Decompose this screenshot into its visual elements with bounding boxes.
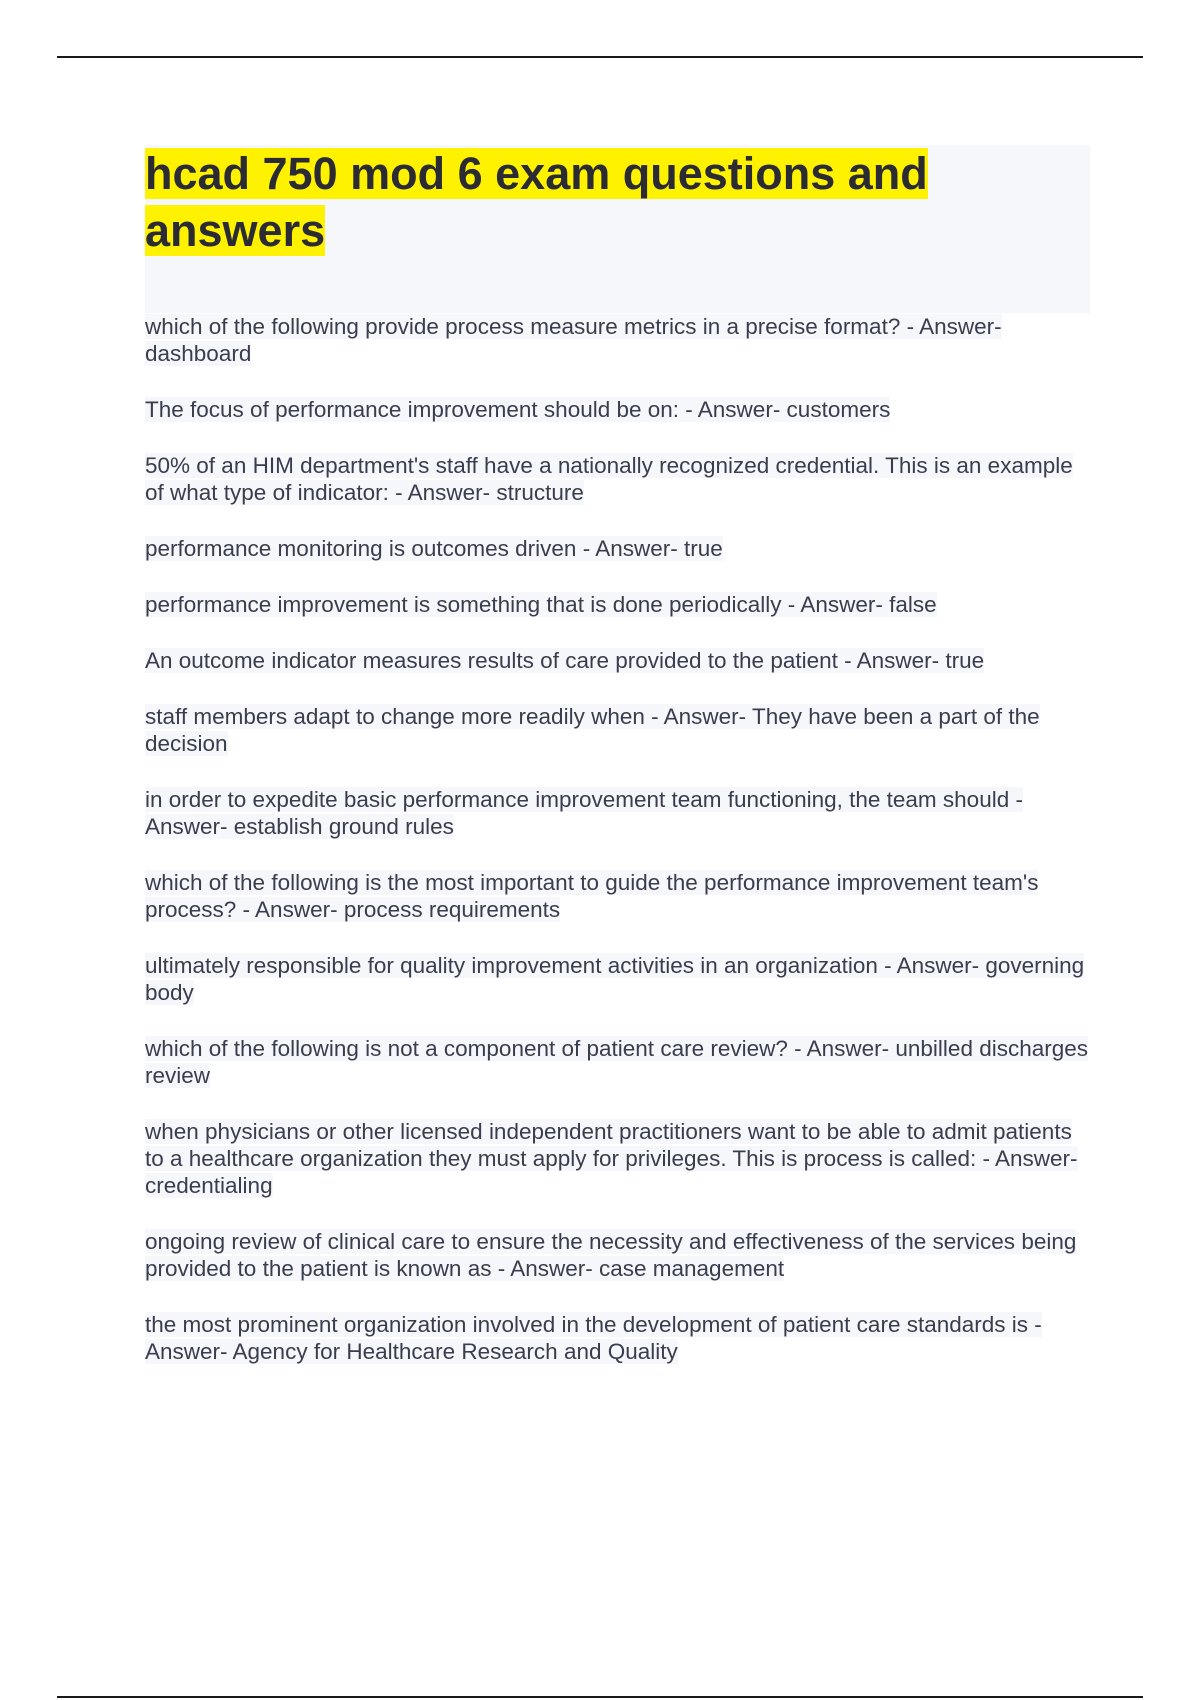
- qa-text: which of the following is not a component of patient care review? - Answer- unbilled discharges review: [145, 1036, 1089, 1088]
- qa-item: [145, 1228, 1090, 1282]
- qa-item: [145, 1118, 1090, 1199]
- qa-text: The focus of performance improvement should be on: - Answer- customers: [145, 397, 891, 422]
- qa-item: [145, 452, 1090, 506]
- qa-item: [145, 703, 1090, 757]
- qa-text: An outcome indicator measures results of care provided to the patient - Answer- true: [145, 648, 985, 673]
- qa-item: [145, 786, 1090, 840]
- qa-text: in order to expedite basic performance improvement team functioning, the team should - Answer- establish ground rules: [145, 787, 1023, 839]
- qa-item: [145, 1311, 1090, 1365]
- qa-text: performance improvement is something that is done periodically - Answer- false: [145, 592, 937, 617]
- qa-item: [145, 313, 1090, 367]
- title-block: [145, 145, 1090, 313]
- qa-text: the most prominent organization involved in the development of patient care standards is - Answer- Agency for Healthcare Research and Quality: [145, 1312, 1042, 1364]
- qa-item: [145, 535, 1090, 562]
- qa-text: ultimately responsible for quality improvement activities in an organization - Answer- governing body: [145, 953, 1085, 1005]
- qa-list: [145, 313, 1090, 1365]
- qa-item: [145, 396, 1090, 423]
- bottom-rule: [57, 1696, 1143, 1698]
- qa-text: 50% of an HIM department's staff have a nationally recognized credential. This is an example of what type of indicator: - Answer- structure: [145, 453, 1073, 505]
- qa-item: [145, 869, 1090, 923]
- qa-text: when physicians or other licensed independent practitioners want to be able to admit patients to a healthcare organization they must apply for privileges. This is process is called: - Answer- credentialing: [145, 1119, 1078, 1198]
- qa-text: which of the following provide process measure metrics in a precise format? - Answer- dashboard: [145, 314, 1002, 366]
- qa-text: performance monitoring is outcomes driven - Answer- true: [145, 536, 723, 561]
- document-title: hcad 750 mod 6 exam questions and answers: [145, 148, 928, 256]
- qa-text: which of the following is the most important to guide the performance improvement team's process? - Answer- process requirements: [145, 870, 1039, 922]
- document-body: [145, 145, 1090, 1394]
- qa-item: [145, 647, 1090, 674]
- qa-item: [145, 1035, 1090, 1089]
- qa-item: [145, 952, 1090, 1006]
- qa-item: [145, 591, 1090, 618]
- qa-text: ongoing review of clinical care to ensure the necessity and effectiveness of the services being provided to the patient is known as - Answer- case management: [145, 1229, 1077, 1281]
- qa-text: staff members adapt to change more readily when - Answer- They have been a part of the decision: [145, 704, 1040, 756]
- top-rule: [57, 56, 1143, 58]
